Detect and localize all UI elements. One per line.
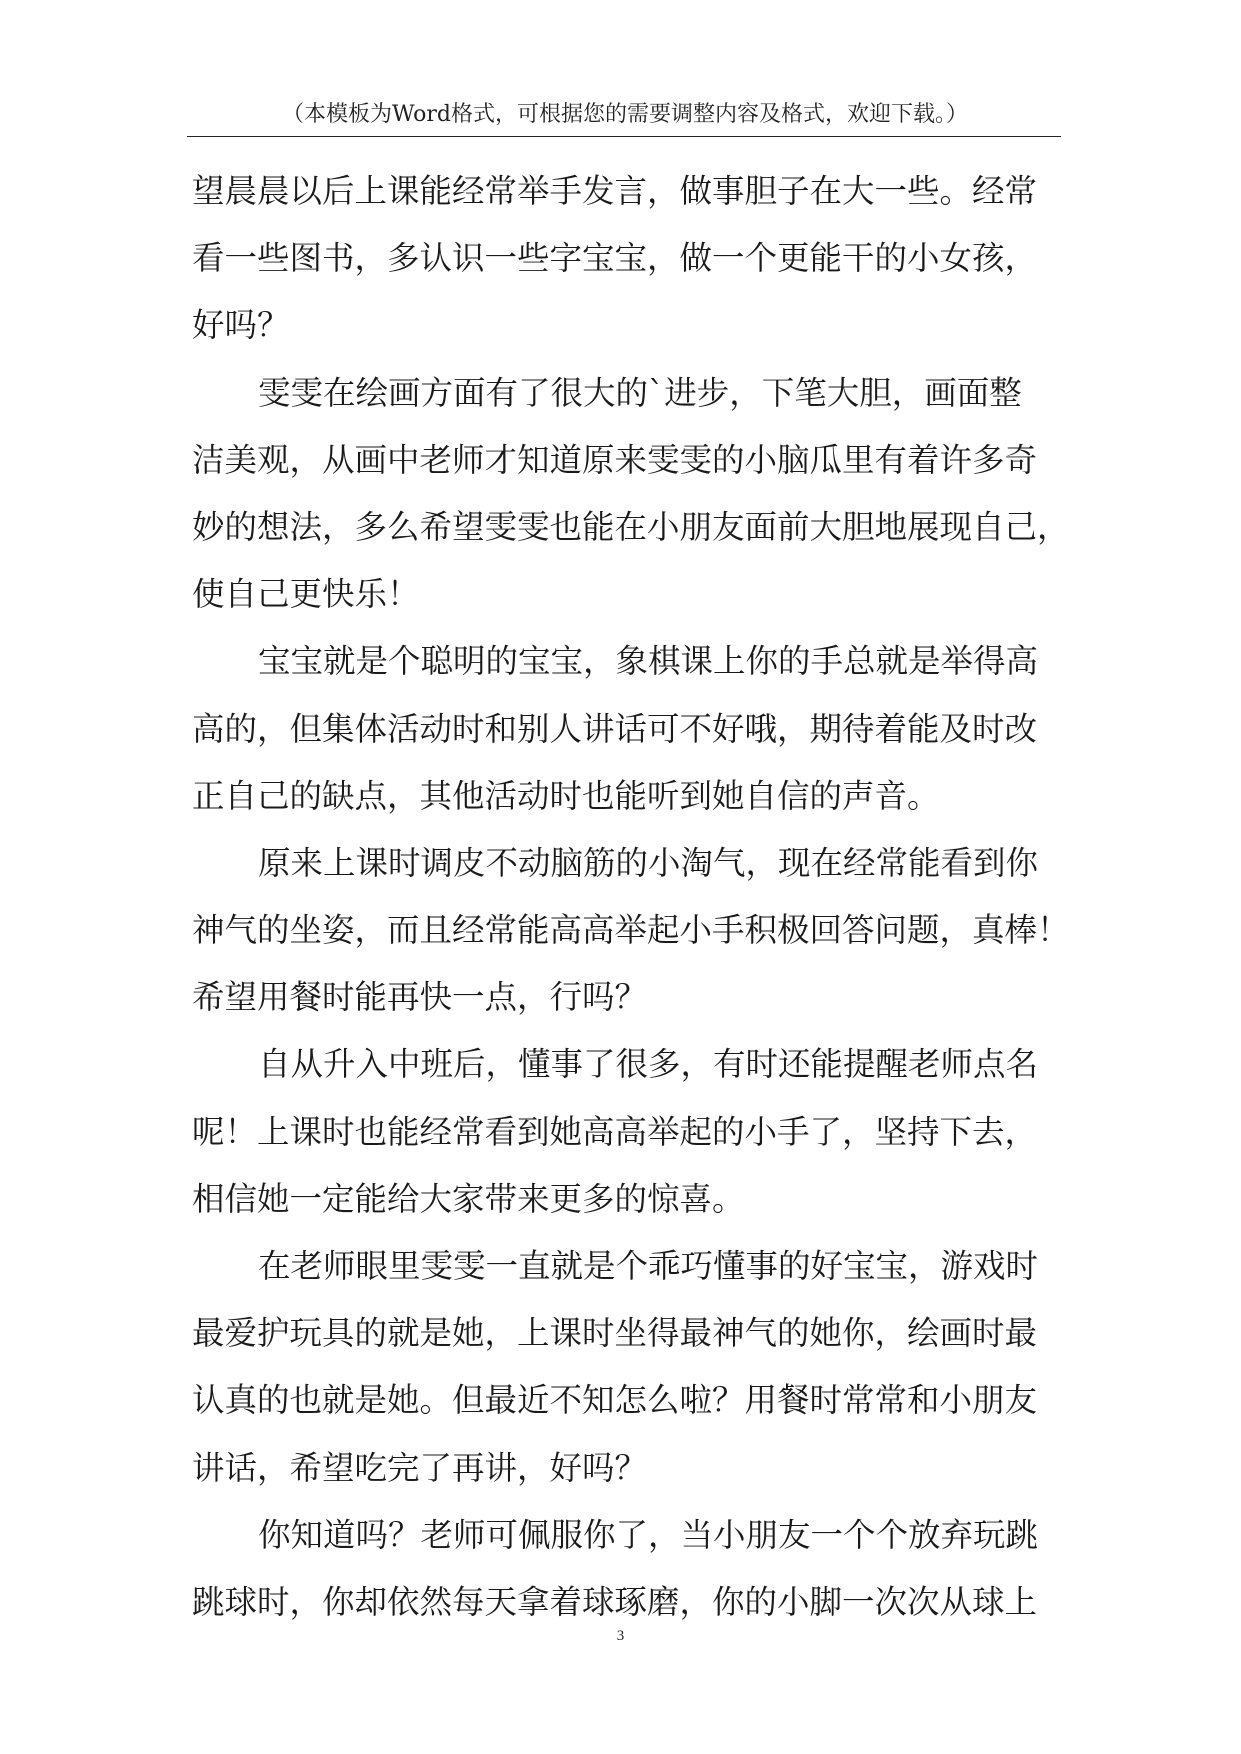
paragraph-start-line: 在老师眼里雯雯一直就是个乖巧懂事的好宝宝，游戏时 bbox=[258, 1247, 1039, 1285]
text-line: 妙的想法，多么希望雯雯也能在小朋友面前大胆地展现自己， bbox=[192, 507, 1070, 546]
text-line: 认真的也就是她。但最近不知怎么啦？用餐时常常和小朋友 bbox=[192, 1381, 1038, 1420]
text-line: 看一些图书，多认识一些字宝宝，做一个更能干的小女孩， bbox=[192, 239, 1038, 278]
paragraph-start-line: 宝宝就是个聪明的宝宝，象棋课上你的手总就是举得高 bbox=[258, 642, 1039, 681]
text-line: 最爱护玩具的就是她，上课时坐得最神气的她你，绘画时最 bbox=[192, 1314, 1038, 1353]
text-line: 使自己更快乐！ bbox=[192, 575, 420, 614]
paragraph-start-line: 雯雯在绘画方面有了很大的`进步，下笔大胆，画面整 bbox=[258, 373, 1022, 412]
text-line: 希望用餐时能再快一点，行吗？ bbox=[192, 978, 648, 1017]
document-body bbox=[192, 158, 1070, 1636]
text-line: 呢！上课时也能经常看到她高高举起的小手了，坚持下去， bbox=[192, 1112, 1038, 1151]
text-line: 相信她一定能给大家带来更多的惊喜。 bbox=[192, 1179, 745, 1218]
text-line: 讲话，希望吃完了再讲，好吗？ bbox=[192, 1448, 648, 1487]
header-note: （本模板为Word格式，可根据您的需要调整内容及格式，欢迎下载。） bbox=[282, 102, 968, 127]
text-line: 跳球时，你却依然每天拿着球琢磨，你的小脚一次次从球上 bbox=[192, 1582, 1038, 1621]
text-line: 神气的坐姿，而且经常能高高举起小手积极回答问题，真棒！ bbox=[192, 911, 1070, 950]
header-divider bbox=[187, 136, 1061, 137]
paragraph-start-line: 你知道吗？老师可佩服你了，当小朋友一个个放弃玩跳 bbox=[258, 1515, 1039, 1554]
page-number: 3 bbox=[616, 1628, 625, 1644]
paragraph-start-line: 原来上课时调皮不动脑筋的小淘气，现在经常能看到你 bbox=[258, 843, 1039, 882]
text-line: 洁美观，从画中老师才知道原来雯雯的小脑瓜里有着许多奇 bbox=[192, 440, 1038, 479]
text-line: 高的，但集体活动时和别人讲话可不好哦，期待着能及时改 bbox=[192, 709, 1038, 748]
paragraph-start-line: 自从升入中班后，懂事了很多，有时还能提醒老师点名 bbox=[258, 1045, 1039, 1084]
text-line: 好吗？ bbox=[192, 306, 290, 345]
text-line: 望晨晨以后上课能经常举手发言，做事胆子在大一些。经常 bbox=[192, 172, 1038, 210]
text-line: 正自己的缺点，其他活动时也能听到她自信的声音。 bbox=[192, 776, 940, 815]
